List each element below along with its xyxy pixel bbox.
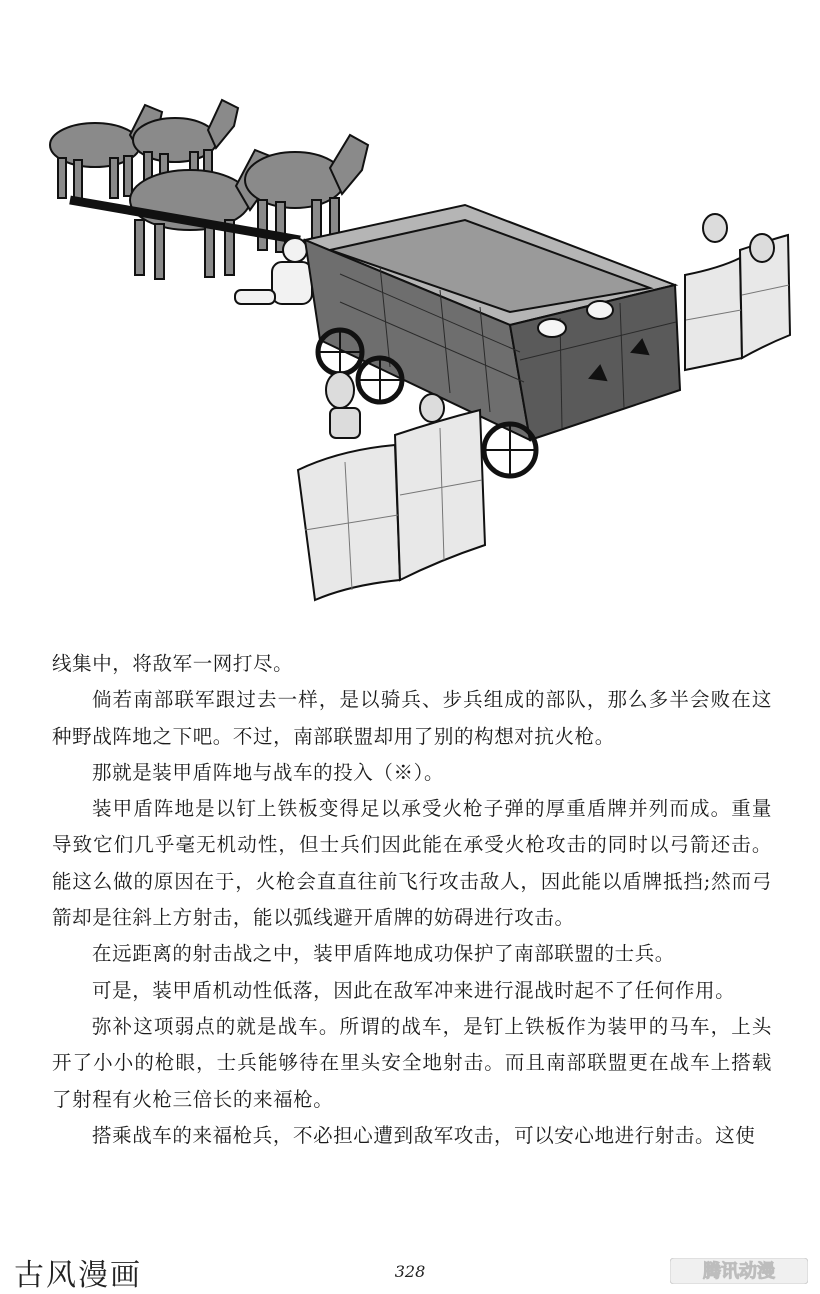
page-number: 328 bbox=[394, 1262, 426, 1281]
armored-wagon bbox=[305, 205, 680, 440]
paragraph: 可是，装甲盾机动性低落，因此在敌军冲来进行混战时起不了任何作用。 bbox=[92, 978, 736, 1002]
paragraph: 倘若南部联军跟过去一样，是以骑兵、步兵组成的部队，那么多半会败在这种野战阵地之下吧。不过，南部联盟却用了别的构想对抗火枪。 bbox=[52, 688, 772, 748]
watermark-logo-left: 古风漫画 bbox=[14, 1258, 142, 1293]
svg-text:腾讯动漫: 腾讯动漫 bbox=[703, 1261, 775, 1282]
paragraph: 在远距离的射击战之中，装甲盾阵地成功保护了南部联盟的士兵。 bbox=[92, 942, 675, 966]
paragraph: 那就是装甲盾阵地与战车的投入（※）。 bbox=[92, 760, 445, 784]
war-wagon-illustration bbox=[40, 90, 800, 620]
paragraph: 搭乘战车的来福枪兵，不必担心遭到敌军攻击，可以安心地进行射击。这使 bbox=[92, 1123, 756, 1147]
paragraph: 弥补这项弱点的就是战车。所谓的战车，是钉上铁板作为装甲的马车，上头开了小小的枪眼，士兵能够待在里头安全地射击。而且南部联盟更在战车上搭载了射程有火枪三倍长的来福枪。 bbox=[52, 1014, 772, 1111]
paragraph: 装甲盾阵地是以钉上铁板变得足以承受火枪子弹的厚重盾牌并列而成。重量导致它们几乎毫无机动性，但士兵们因此能在承受火枪攻击的同时以弓箭还击。能这么做的原因在于，火枪会直直往前飞行攻击敌人，因此能以盾牌抵挡;然而弓箭却是往斜上方射击，能以弧线避开盾牌的妨碍进行攻击。 bbox=[52, 797, 772, 930]
driver-figure bbox=[235, 238, 312, 304]
watermark-logo-right bbox=[670, 1258, 808, 1284]
paragraph: 线集中，将敌军一网打尽。 bbox=[52, 652, 294, 675]
shield-wall-left bbox=[298, 410, 485, 600]
body-text bbox=[52, 646, 772, 1154]
shield-wall-right bbox=[685, 235, 790, 370]
